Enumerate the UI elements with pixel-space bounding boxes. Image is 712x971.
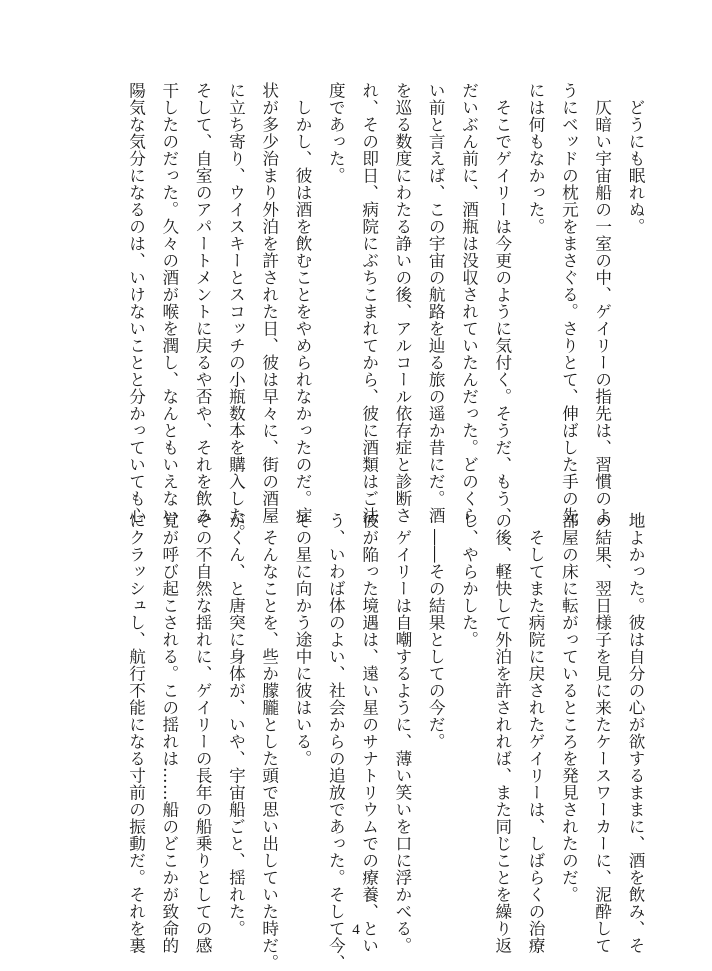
text-line: の結果、翌日様子を見に来たケースワーカーに、泥酔して	[592, 512, 612, 954]
text-line: には何もなかった。	[526, 82, 546, 235]
upper-text-block	[52, 82, 652, 541]
text-line: う、いわば体のよい、社会からの追放であった。そして今、	[326, 512, 346, 971]
text-line: だいぶん前に、酒瓶は没収されていたんだった。どのくら	[459, 82, 479, 524]
text-line: ――その結果としての今だ。	[426, 512, 446, 750]
text-line: ゲイリーは自嘲するように、薄い笑いを口に浮かべる。	[392, 512, 412, 954]
text-line: その不自然な揺れに、ゲイリーの長年の船乗りとしての感	[193, 512, 213, 954]
text-line: し、やらかした。	[459, 512, 479, 648]
text-line: 度であった。	[326, 82, 346, 184]
text-line: がくん、と唐突に身体が、いや、宇宙船ごと、揺れた。	[226, 512, 246, 937]
text-line: い前と言えば、この宇宙の航路を辿る旅の遥か昔にだ。酒	[426, 82, 446, 524]
text-line: 部屋の床に転がっているところを発見されたのだ。	[559, 512, 579, 903]
text-line: 干したのだった。久々の酒が喉を潤し、なんともいえない	[159, 82, 179, 524]
text-line: 陽気な気分になるのは、いけないことと分かっていても心	[126, 82, 146, 524]
text-line: 状が多少治まり外泊を許された日、彼は早々に、街の酒屋	[259, 82, 279, 524]
text-line: を巡る数度にわたる諍いの後、アルコール依存症と診断さ	[392, 82, 412, 524]
lower-text-block	[52, 512, 652, 971]
text-line: そして、自室のアパートメントに戻るや否や、それを飲み	[193, 82, 213, 524]
text-line: そしてまた病院に戻されたゲイリーは、しばらくの治療	[526, 512, 546, 954]
text-line: どうにも眠れぬ。	[626, 82, 645, 235]
text-line: 彼が陥った境遇は、遠い星のサナトリウムでの療養、とい	[359, 512, 379, 954]
text-line: の後、軽快して外泊を許されれば、また同じことを繰り返	[492, 512, 512, 954]
text-line: その星に向かう途中に彼はいる。	[293, 512, 313, 767]
text-line: 覚が呼び起こされる。この揺れは……船のどこかが致命的	[159, 512, 179, 954]
text-line: そんなことを、些か朦朧とした頭で思い出していた時だ。	[259, 512, 279, 971]
text-line: 仄暗い宇宙船の一室の中、ゲイリーの指先は、習慣のよ	[592, 82, 612, 524]
text-line: しかし、彼は酒を飲むことをやめられなかったのだ。症	[293, 82, 313, 524]
text-line: そこでゲイリーは今更のように気付く。そうだ、もう、	[492, 82, 512, 524]
text-line: うにベッドの枕元をまさぐる。さりとて、伸ばした手の先	[559, 82, 579, 524]
text-line: れ、その即日、病院にぶちこまれてから、彼に酒類はご法	[359, 82, 379, 524]
text-line: にクラッシュし、航行不能になる寸前の振動だ。それを裏	[126, 512, 146, 954]
text-line: 地よかった。彼は自分の心が欲するままに、酒を飲み、そ	[626, 512, 645, 954]
text-line: に立ち寄り、ウイスキーとスコッチの小瓶数本を購入した。	[226, 82, 246, 541]
page-number: 4	[352, 922, 360, 938]
